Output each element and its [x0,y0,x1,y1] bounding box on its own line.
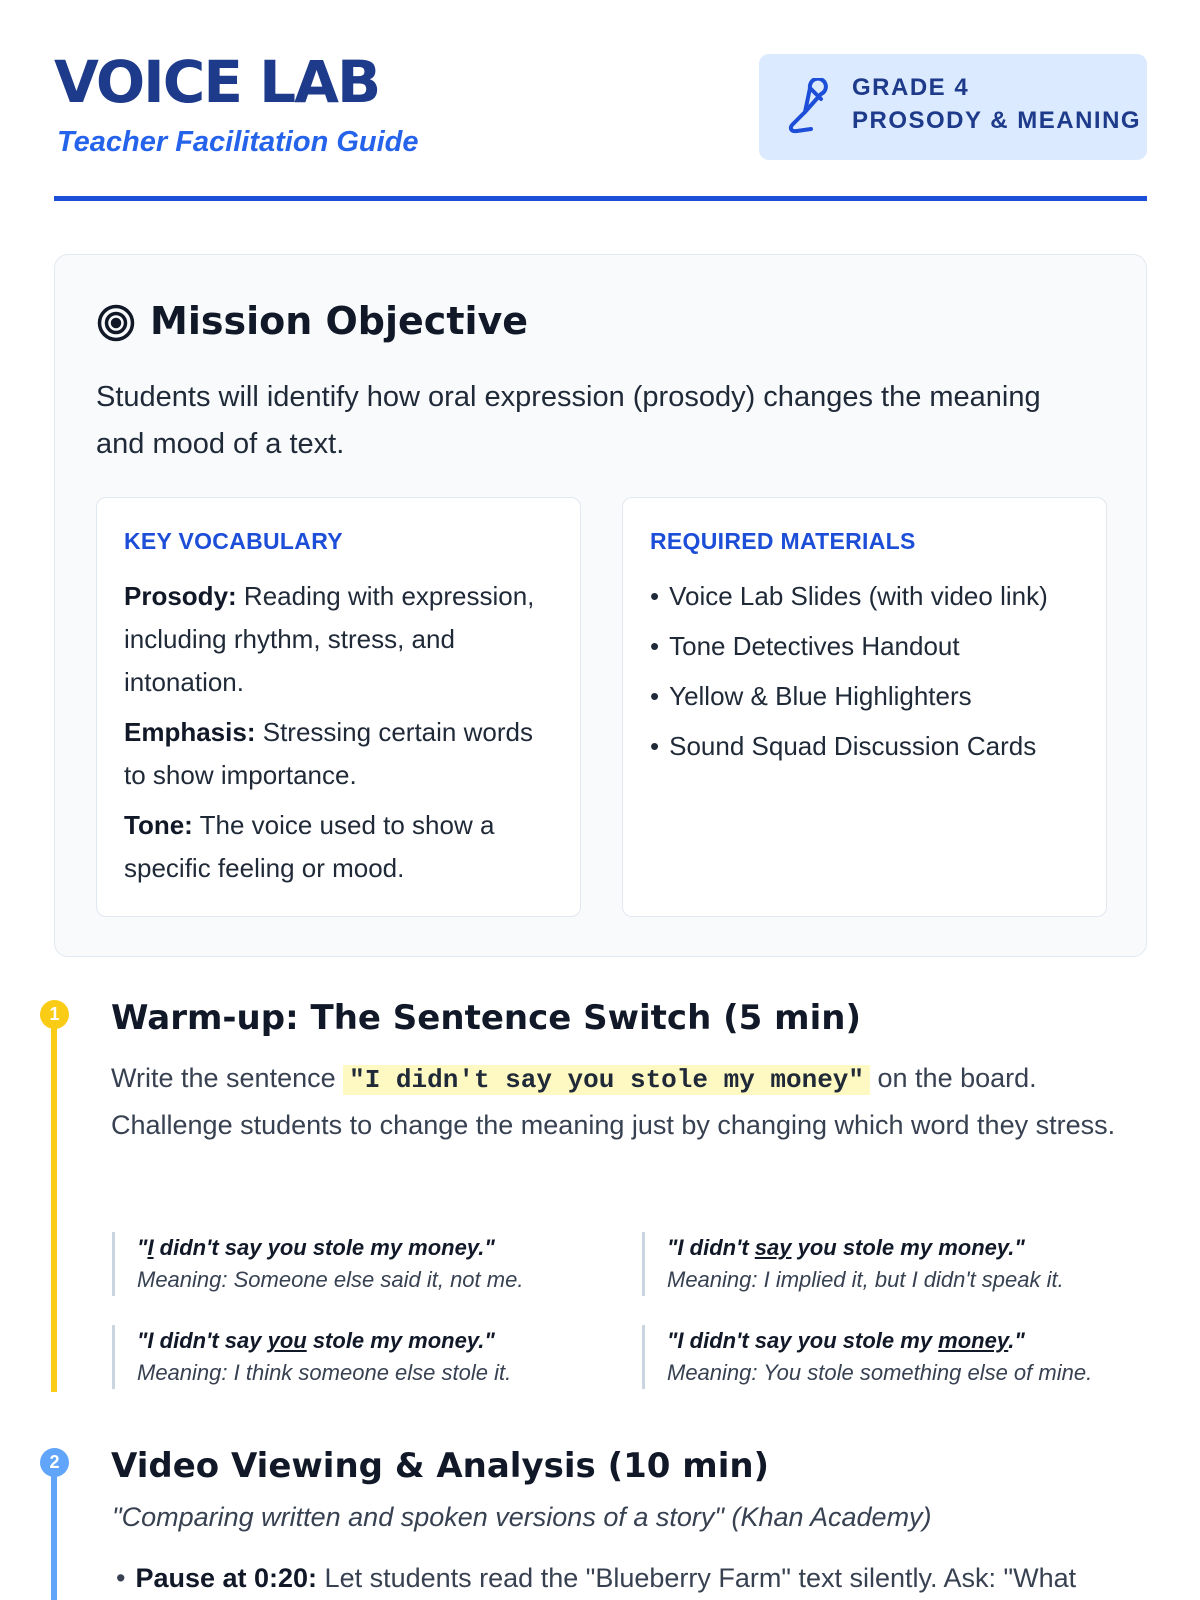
vocab-definition: The voice used to show a specific feeling or mood. [124,810,495,883]
step-instructions [111,1056,1121,1148]
step-video-viewing [40,1448,1150,1600]
video-steps-list [116,1556,1136,1600]
list-item [650,625,1080,668]
vocab-definition: Stressing certain words to show importance. [124,717,533,790]
page-subtitle: Teacher Facilitation Guide [57,126,419,158]
key-vocabulary-box [96,497,581,917]
vocab-term: Tone: [124,810,193,840]
bullet-icon: • [650,681,660,711]
microphone-icon [783,78,837,138]
pause-instruction: Let students read the "Blueberry Farm" text silently. Ask: "What [317,1563,1077,1593]
stressed-word: you [267,1328,307,1353]
list-item [650,725,1080,768]
bullet-icon: • [650,581,660,611]
vocab-item [124,711,549,797]
sentence-part: stole my money." [306,1328,495,1353]
list-item [650,675,1080,718]
mission-title: Mission Objective [150,299,529,343]
grade-badge [759,54,1147,160]
sentence-part: didn't say you stole my money." [153,1235,495,1260]
stress-example [642,1232,1142,1296]
step-timeline-line [51,1462,57,1600]
bullet-icon: • [116,1563,126,1593]
page-title: VOICE LAB [54,48,380,116]
mission-text: Students will identify how oral expression (prosody) changes the meaning and mood of a text. [96,381,1041,460]
list-item [116,1556,1136,1600]
stress-example [112,1325,612,1389]
example-sentence [667,1325,1142,1357]
bullet-icon: • [650,731,660,761]
vocab-term: Prosody: [124,581,237,611]
vocab-definition: Reading with expression, including rhythm, stress, and intonation. [124,581,535,697]
vocabulary-label: KEY VOCABULARY [124,528,343,554]
material-text: Yellow & Blue Highlighters [669,681,972,711]
instruction-text: Write the sentence [111,1063,344,1093]
list-item [650,575,1080,618]
sentence-part: "I didn't say you stole my [667,1328,939,1353]
example-sentence [667,1232,1142,1264]
video-source: "Comparing written and spoken versions of a story" (Khan Academy) [112,1502,932,1532]
vocab-item [124,804,549,890]
stressed-word: money [938,1328,1009,1353]
example-meaning: Meaning: I think someone else stole it. [137,1360,512,1385]
sentence-part: "I didn't say [137,1328,268,1353]
badge-grade: GRADE 4 [852,74,970,101]
material-text: Tone Detectives Handout [669,631,960,661]
target-icon [96,303,136,343]
material-text: Voice Lab Slides (with video link) [669,581,1048,611]
teacher-guide-page [49,0,1147,1593]
vocab-term: Emphasis: [124,717,256,747]
step-title: Video Viewing & Analysis (10 min) [111,1446,770,1486]
step-title: Warm-up: The Sentence Switch (5 min) [111,998,861,1038]
sentence-part: "I didn't [667,1235,755,1260]
example-meaning: Meaning: I implied it, but I didn't speak it. [667,1267,1064,1292]
bullet-icon: • [650,631,660,661]
sentence-highlight: "I didn't say you stole my money" [343,1065,870,1095]
step-timeline-line [51,1014,57,1392]
guide-header [54,0,1147,201]
example-sentence [137,1232,612,1264]
required-materials-box [622,497,1107,917]
sentence-part: you stole my money." [791,1235,1025,1260]
vocabulary-list [124,575,549,897]
example-meaning: Meaning: Someone else said it, not me. [137,1267,524,1292]
mission-objective-card [54,254,1147,957]
stressed-word: I [147,1235,154,1260]
materials-label: REQUIRED MATERIALS [650,528,916,554]
step-number-badge: 2 [40,1448,69,1477]
badge-topic: PROSODY & MEANING [852,107,1142,134]
stress-example [642,1325,1142,1389]
sentence-part: ." [1008,1328,1025,1353]
sentence-part: " [137,1235,148,1260]
step-number-badge: 1 [40,1000,69,1029]
step-warm-up [40,1000,1150,1392]
example-meaning: Meaning: You stole something else of mine. [667,1360,1093,1385]
vocab-item [124,575,549,704]
instruction-text: on the board. Challenge students to change the meaning just by changing which word they stress. [111,1063,1116,1140]
materials-list [650,575,1080,775]
material-text: Sound Squad Discussion Cards [669,731,1037,761]
example-sentence [137,1325,612,1357]
stress-example [112,1232,612,1296]
stressed-word: say [754,1235,792,1260]
pause-time: Pause at 0:20: [135,1563,318,1593]
